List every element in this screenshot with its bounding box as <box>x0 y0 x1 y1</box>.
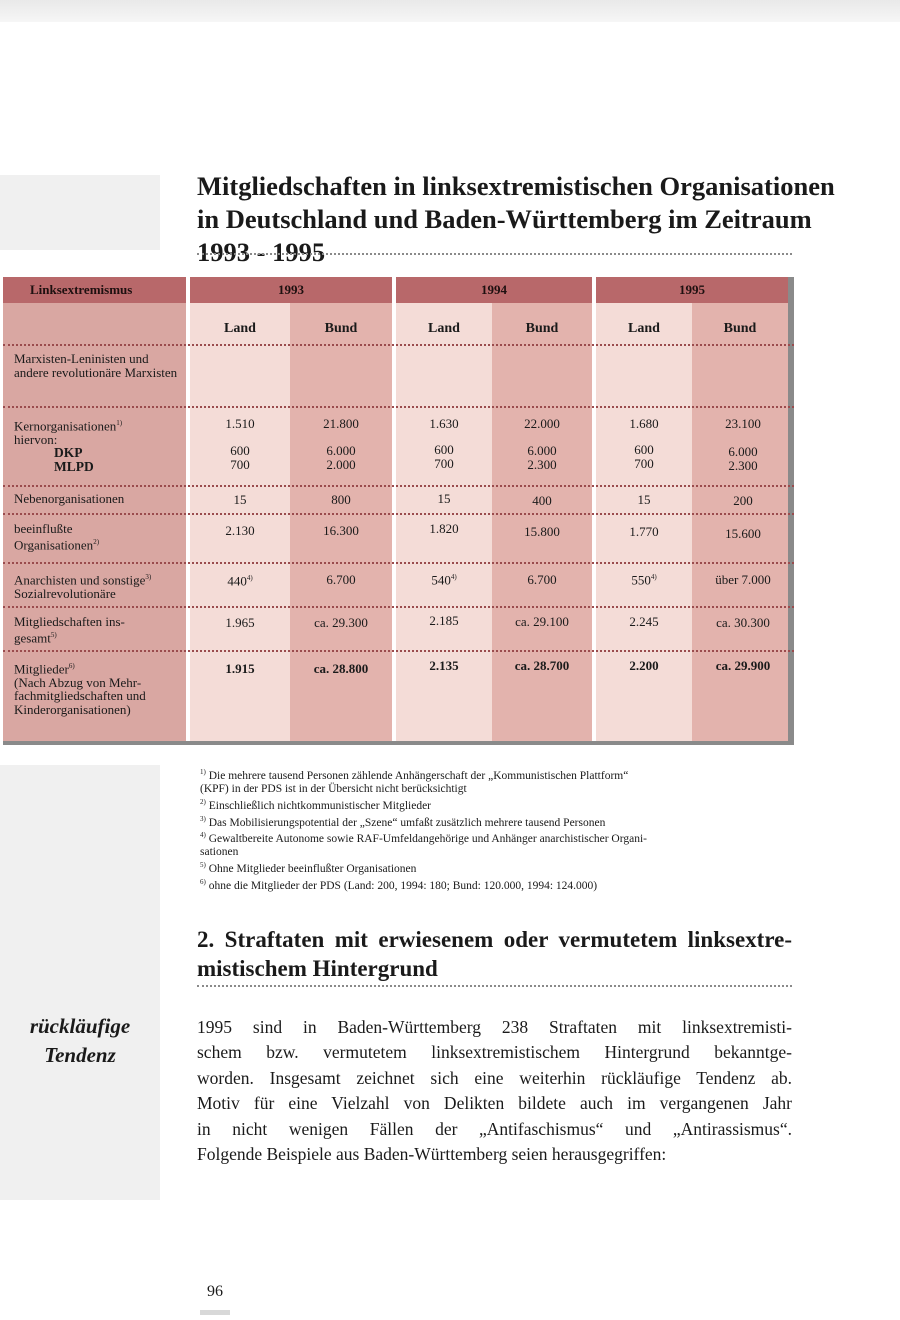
paragraph-line: Folgende Beispiele aus Baden-Württemberg seien herausgegriffen: <box>197 1144 667 1165</box>
footnote-1b: (KPF) in der PDS ist in der Übersicht nicht berücksichtigt <box>200 782 467 795</box>
cell-value: 6.000 <box>527 443 557 458</box>
heading-rule <box>197 985 792 987</box>
footnote-6 <box>200 876 795 893</box>
cell-value: ca. 28.800 <box>313 661 369 676</box>
row-label-mitglieder <box>14 660 186 716</box>
cell-value: 15.800 <box>524 524 560 539</box>
value-text: 440 <box>227 573 247 589</box>
paragraph-line: in nicht wenigen Fällen der „Antifaschismus“ und „Antirassismus“. <box>197 1118 792 1139</box>
cell-value: 2.300 <box>527 457 557 472</box>
cell-value: ca. 29.900 <box>715 658 771 673</box>
cell-value: 1.965 <box>225 615 255 630</box>
footnote-text: Die mehrere tausend Personen zählende Anhängerschaft der „Kommunistischen Plattform“ <box>208 769 629 782</box>
title-line: Mitgliedschaften in linksextremistischen Organisationen <box>197 171 835 201</box>
subheader-bund: Bund <box>723 321 757 336</box>
cell-value: 15.600 <box>725 526 761 541</box>
row-label-anarchisten <box>14 571 189 600</box>
label-text: Anarchisten und sonstige <box>14 572 146 588</box>
footnote-marker: 1) <box>200 768 206 776</box>
footnote-ref: 3) <box>145 573 152 581</box>
cell-value: 15 <box>637 492 651 507</box>
cell-value: 15 <box>437 491 451 506</box>
paragraph-line: 1995 sind in Baden-Württemberg 238 Straftaten mit linksextremisti- <box>197 1017 792 1037</box>
footnote-text: Gewaltbereite Autonome sowie RAF-Umfeldangehörige und Anhänger anarchistischer Organi- <box>208 833 647 846</box>
cell-value: 2.300 <box>728 458 758 473</box>
label-text: Organisationen <box>14 536 94 552</box>
cell-value <box>414 570 474 587</box>
subheader-bund: Bund <box>324 321 358 336</box>
label-text: Mitglieder <box>14 661 69 677</box>
footnote-text: Einschließlich nichtkommunistischer Mitglieder <box>208 799 432 812</box>
header-linksextremismus: Linksextremismus <box>3 277 186 303</box>
footnote-text: Ohne Mitglieder beeinflußter Organisationen <box>208 863 417 876</box>
cell-value: ca. 29.100 <box>515 614 569 629</box>
page-number: 96 <box>207 1283 223 1300</box>
footnote-ref: 1) <box>116 419 123 427</box>
row-divider <box>3 513 794 515</box>
footnote-marker: 5) <box>200 861 206 870</box>
cell-value: 1.630 <box>429 416 459 431</box>
cell-value: 2.245 <box>629 614 659 629</box>
cell-value: 23.100 <box>725 416 761 431</box>
cell-value <box>210 571 270 588</box>
body-paragraph <box>197 1015 792 1167</box>
cell-value: über 7.000 <box>715 572 771 587</box>
cell-value: 1.915 <box>225 661 255 676</box>
cell-value: 1.770 <box>629 524 659 539</box>
label-text: fachmitgliedschaften und <box>14 688 146 704</box>
title-rule <box>197 253 792 255</box>
footnote-marker: 6) <box>200 878 206 887</box>
footnote-marker: 3) <box>200 814 206 823</box>
cell-value: 2.185 <box>429 613 459 628</box>
margin-shade-top <box>0 175 160 250</box>
row-label-marxisten: Marxisten-Leninisten und andere revolutionäre Marxisten <box>14 351 178 380</box>
cell-value: 600 <box>230 443 250 458</box>
footnote-marker: 4) <box>200 831 206 840</box>
cell-value: ca. 29.300 <box>314 615 368 630</box>
label-text: beeinflußte <box>14 521 73 536</box>
label-mlpd: MLPD <box>54 458 94 474</box>
value-text: 550 <box>631 572 651 588</box>
cell-value: 200 <box>733 493 753 508</box>
cell-value: 700 <box>434 456 454 471</box>
label-dkp: DKP <box>54 445 83 461</box>
footnote-4 <box>200 829 795 846</box>
cell-value: 22.000 <box>524 416 560 431</box>
cell-value: 15 <box>233 492 247 507</box>
paragraph-line: Motiv für eine Vielzahl von Delikten bildete auch im vergangenen Jahr <box>197 1093 792 1114</box>
margin-note-line: rückläufige <box>29 1014 131 1038</box>
heading-line: 2. Straftaten mit erwiesenem oder vermutetem linksextre- <box>197 927 792 952</box>
cell-value: 6.000 <box>326 443 356 458</box>
value-text: 540 <box>431 572 451 588</box>
label-text: Sozialrevolutionäre <box>14 585 116 601</box>
footnote-marker: 2) <box>200 797 206 806</box>
row-label-mitgliedschaften <box>14 615 184 644</box>
margin-note-line: Tendenz <box>44 1043 116 1067</box>
footnote-3 <box>200 813 795 830</box>
subheader-land: Land <box>224 321 256 336</box>
bund-column-bg <box>692 303 794 745</box>
footnote-4b: sationen <box>200 846 239 859</box>
footnote-2 <box>200 796 795 813</box>
row-divider <box>3 406 794 408</box>
header-year-1993: 1993 <box>190 277 392 303</box>
cell-value: 2.130 <box>225 523 255 538</box>
title-line: in Deutschland und Baden-Württemberg im Zeitraum <box>197 204 812 234</box>
label-text: hiervon: <box>14 431 58 447</box>
cell-value: ca. 30.300 <box>716 615 770 630</box>
row-label-nebenorganisationen: Nebenorganisationen <box>14 491 125 506</box>
cell-value: 1.510 <box>225 416 255 431</box>
cell-value: 6.000 <box>728 444 758 459</box>
cell-value: 600 <box>434 442 454 457</box>
cell-value: 400 <box>532 493 552 508</box>
footnote-ref: 6) <box>68 662 75 670</box>
row-divider <box>3 485 794 487</box>
page-number-bar <box>200 1310 230 1315</box>
cell-value: 1.680 <box>629 416 659 431</box>
cell-value: 700 <box>634 456 654 471</box>
section-heading <box>197 925 792 983</box>
margin-note <box>0 1012 160 1070</box>
heading-line: mistischem Hintergrund <box>197 956 438 981</box>
subheader-bund: Bund <box>525 321 559 336</box>
row-label-kernorganisationen <box>14 417 184 473</box>
footnote-ref: 4) <box>650 573 657 581</box>
cell-value: 2.000 <box>326 457 356 472</box>
label-text: Kinderorganisationen) <box>14 701 131 717</box>
header-year-1994: 1994 <box>396 277 592 303</box>
row-divider <box>3 344 794 346</box>
label-text: (Nach Abzug von Mehr- <box>14 674 142 690</box>
cell-value: ca. 28.700 <box>514 658 570 673</box>
cell-value: 16.300 <box>323 523 359 538</box>
cell-value: 2.135 <box>429 658 459 673</box>
header-year-1995: 1995 <box>596 277 788 303</box>
footnote-ref: 4) <box>450 573 457 581</box>
cell-value: 2.200 <box>629 658 659 673</box>
footnote-5 <box>200 859 795 876</box>
membership-table <box>3 277 794 745</box>
paragraph-line: schem bzw. vermutetem linksextremistischem Hintergrund bekanntge- <box>197 1042 792 1063</box>
footnote-text: ohne die Mitglieder der PDS (Land: 200, 1994: 180; Bund: 120.000, 1994: 124.000) <box>208 879 598 892</box>
scan-top-edge <box>0 0 900 22</box>
right-edge <box>788 277 794 745</box>
footnotes <box>200 766 795 893</box>
row-divider <box>3 650 794 652</box>
cell-value: 700 <box>230 457 250 472</box>
title-line: 1993 - 1995 <box>197 237 326 267</box>
row-label-beeinflusste <box>14 522 184 551</box>
label-text: Mitgliedschaften ins- <box>14 614 125 629</box>
cell-value: 600 <box>634 442 654 457</box>
row-divider <box>3 606 794 608</box>
footnote-ref: 5) <box>50 630 57 639</box>
cell-value <box>614 570 674 587</box>
cell-value: 6.700 <box>527 572 557 587</box>
cell-value: 6.700 <box>326 572 356 587</box>
footnote-1 <box>200 766 795 783</box>
footnote-ref: 4) <box>246 574 253 582</box>
footnote-text: Das Mobilisierungspotential der „Szene“ umfaßt zusätzlich mehrere tausend Personen <box>208 816 606 829</box>
bottom-edge <box>3 741 794 745</box>
label-text: Kernorganisationen <box>14 418 117 434</box>
margin-shade-bottom <box>0 765 160 1200</box>
label-text: gesamt <box>14 629 51 645</box>
paragraph-line: worden. Insgesamt zeichnet sich eine weiterhin rückläufige Tendenz ab. <box>197 1067 792 1088</box>
cell-value: 21.800 <box>323 416 359 431</box>
cell-value: 1.820 <box>429 521 459 536</box>
subheader-land: Land <box>428 321 460 336</box>
row-divider <box>3 562 794 564</box>
footnote-ref: 2) <box>93 537 100 546</box>
subheader-land: Land <box>628 321 660 336</box>
cell-value: 800 <box>331 492 351 507</box>
